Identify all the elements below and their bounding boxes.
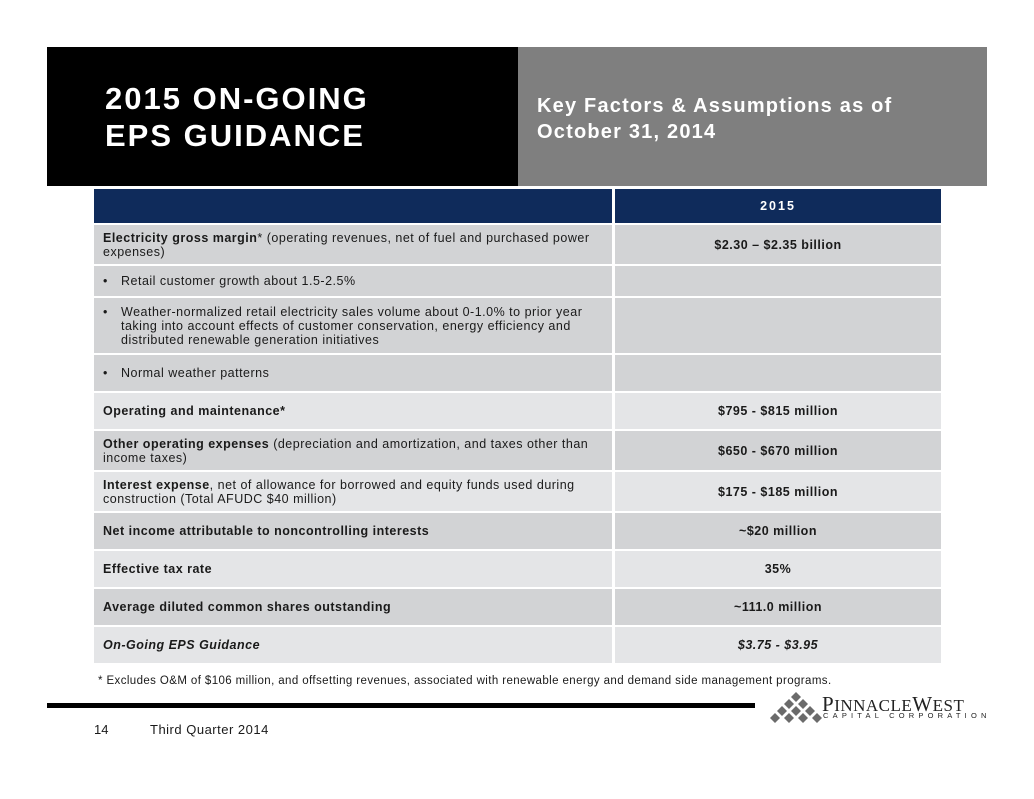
row-label-bold: Electricity gross margin: [103, 230, 258, 245]
row-label-detail: * (operating revenues, net of fuel and purchased power expenses): [103, 230, 590, 259]
bullet-icon: •: [103, 366, 108, 380]
row-value: $2.30 – $2.35 billion: [612, 225, 941, 264]
bullet-icon: •: [103, 304, 108, 319]
row-label-detail: (depreciation and amortization, and taxes other than income taxes): [103, 436, 589, 465]
row-label: [94, 431, 612, 470]
bullet-text: Normal weather patterns: [121, 366, 270, 380]
table-row: [94, 513, 941, 549]
row-label: [94, 393, 612, 429]
row-value: ~111.0 million: [612, 589, 941, 625]
row-value: $795 - $815 million: [612, 393, 941, 429]
row-label-bold: Effective tax rate: [103, 562, 213, 576]
row-value: $650 - $670 million: [612, 431, 941, 470]
table-row-eps-guidance: [94, 627, 941, 663]
footer-quarter: Third Quarter 2014: [150, 722, 269, 737]
row-value-empty: [612, 298, 941, 353]
column-header-2015: 2015: [612, 189, 941, 223]
row-label: [94, 266, 612, 296]
page-title-line-1: 2015 ON-GOING: [105, 81, 369, 116]
guidance-table: [94, 187, 941, 665]
row-value: 35%: [612, 551, 941, 587]
row-value-empty: [612, 355, 941, 391]
row-label: [94, 627, 612, 663]
table-row: [94, 551, 941, 587]
row-label: [94, 355, 612, 391]
row-label-detail: , net of allowance for borrowed and equity funds used during construction (Total AFUDC $40 million): [103, 477, 575, 506]
table-row: [94, 298, 941, 353]
row-label: [94, 589, 612, 625]
row-value-empty: [612, 266, 941, 296]
table-row: [94, 355, 941, 391]
page-title-line-2: EPS GUIDANCE: [105, 118, 365, 153]
divider: [47, 703, 755, 708]
logo-subtitle: CAPITAL CORPORATION: [823, 711, 991, 720]
row-label-bold: Net income attributable to noncontrolling interests: [103, 524, 430, 538]
row-label-bold: Other operating expenses: [103, 436, 270, 451]
row-label-bold: Interest expense: [103, 477, 210, 492]
table-row: [94, 225, 941, 264]
row-label: [94, 513, 612, 549]
subtitle-panel: [518, 47, 987, 186]
page-subtitle-line-2: October 31, 2014: [537, 121, 717, 143]
row-label: [94, 551, 612, 587]
row-value: $3.75 - $3.95: [612, 627, 941, 663]
table-row: [94, 393, 941, 429]
row-value: ~$20 million: [612, 513, 941, 549]
table-row: [94, 431, 941, 470]
page-title: [105, 80, 369, 154]
table-row: [94, 472, 941, 511]
page-number: 14: [94, 722, 109, 737]
page-subtitle: [537, 93, 892, 145]
footnote: * Excludes O&M of $106 million, and offsetting revenues, associated with renewable energy and demand side management programs.: [98, 675, 832, 687]
row-label-bold: Average diluted common shares outstanding: [103, 600, 392, 614]
logo-wordmark: PINNACLEWEST: [822, 692, 965, 716]
bullet-text: Retail customer growth about 1.5-2.5%: [121, 274, 356, 288]
header-blank-cell: [94, 189, 612, 223]
row-label: [94, 472, 612, 511]
row-label: [94, 225, 612, 264]
row-label: [94, 298, 612, 353]
table-row: [94, 266, 941, 296]
row-label-bold: Operating and maintenance*: [103, 404, 286, 418]
table-header-row: [94, 189, 941, 223]
page-subtitle-line-1: Key Factors & Assumptions as of: [537, 95, 893, 117]
bullet-icon: •: [103, 274, 108, 288]
table-row: [94, 589, 941, 625]
row-value: $175 - $185 million: [612, 472, 941, 511]
bullet-text: Weather-normalized retail electricity sales volume about 0-1.0% to prior year taking into account effects of customer conservation, energy efficiency and distributed renewable generation initiatives: [121, 304, 583, 347]
row-label-bold: On-Going EPS Guidance: [103, 638, 261, 652]
pinnacle-west-logo-icon: [770, 690, 822, 726]
title-panel: [47, 47, 518, 186]
